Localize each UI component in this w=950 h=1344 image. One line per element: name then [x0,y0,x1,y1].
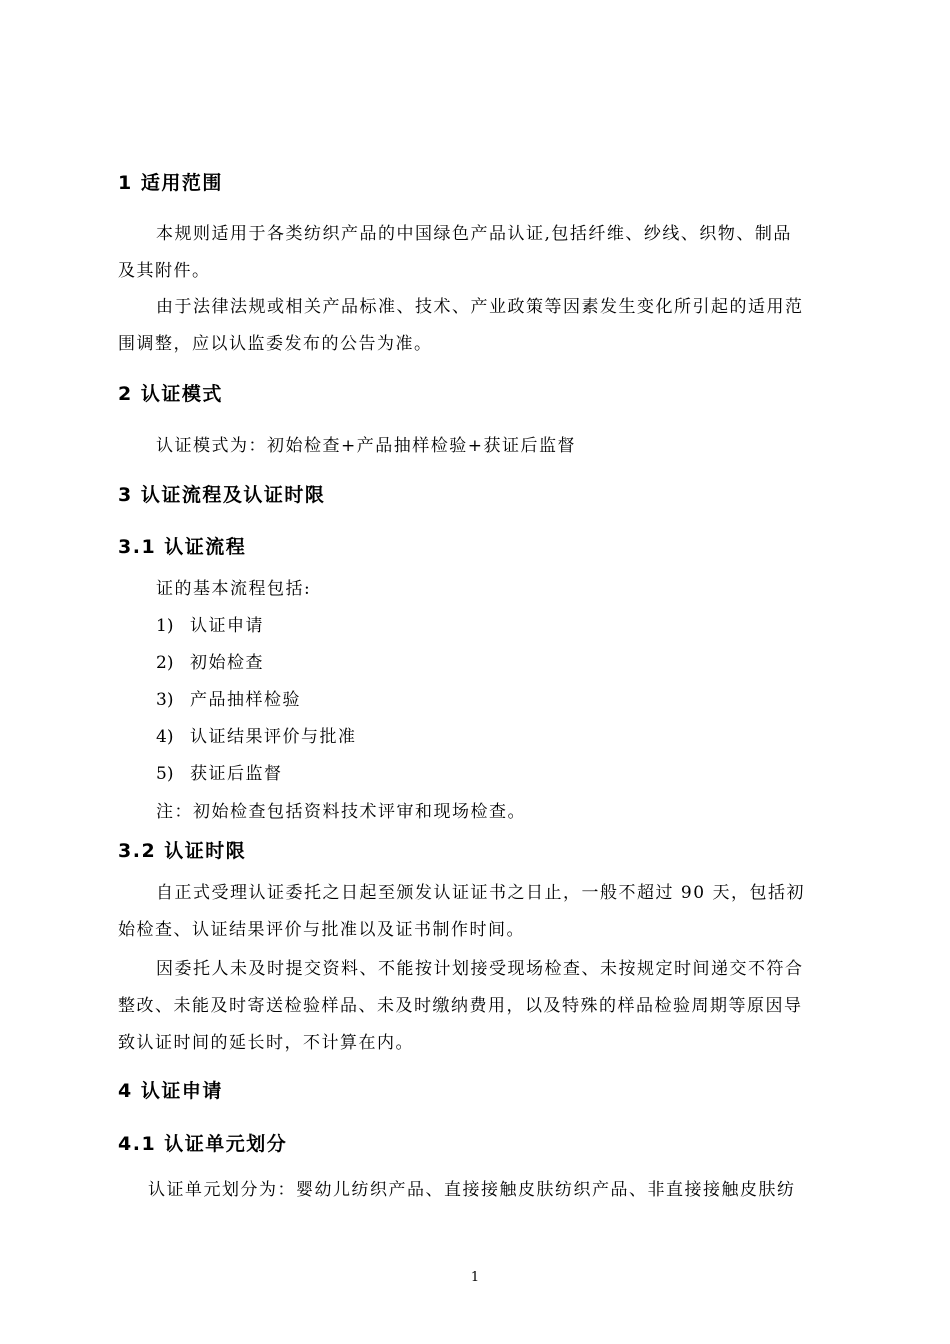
page-number: 1 [470,1270,480,1285]
list-item-text: 获证后监督 [190,764,283,784]
section-1-paragraph-1-line-2: 及其附件。 [118,261,211,281]
section-3-2-paragraph-1-line-1: 自正式受理认证委托之日起至颁发认证证书之日止，一般不超过 90 天，包括初 [156,883,805,903]
process-note: 注：初始检查包括资料技术评审和现场检查。 [156,802,526,822]
section-1-paragraph-2-line-1: 由于法律法规或相关产品标准、技术、产业政策等因素发生变化所引起的适用范 [156,297,804,317]
section-1-paragraph-1-line-1: 本规则适用于各类纺织产品的中国绿色产品认证,包括纤维、纱线、织物、制品 [156,224,792,244]
process-intro: 证的基本流程包括: [156,579,312,599]
list-item [156,652,264,674]
list-item [156,689,301,711]
list-item-text: 认证结果评价与批准 [190,727,357,747]
section-3-heading: 3 认证流程及认证时限 [118,484,326,506]
list-item-number: 4) [156,727,174,747]
list-item [156,763,283,785]
list-item-text: 产品抽样检验 [190,690,301,710]
list-item-number: 3) [156,690,174,710]
list-item-number: 1) [156,616,174,636]
list-item-text: 初始检查 [190,653,264,673]
list-item-number: 2) [156,653,174,673]
section-4-1-paragraph-line-1: 认证单元划分为：婴幼儿纺织产品、直接接触皮肤纺织产品、非直接接触皮肤纺 [148,1180,796,1200]
section-3-2-paragraph-1-line-2: 始检查、认证结果评价与批准以及证书制作时间。 [118,920,525,940]
list-item [156,726,357,748]
section-3-1-heading: 3.1 认证流程 [118,536,247,558]
section-2-heading: 2 认证模式 [118,383,223,405]
section-3-2-paragraph-2-line-3: 致认证时间的延长时，不计算在内。 [118,1033,414,1053]
section-4-heading: 4 认证申请 [118,1080,223,1102]
list-item-text: 认证申请 [190,616,264,636]
list-item-number: 5) [156,764,174,784]
list-item [156,615,264,637]
section-3-2-paragraph-2-line-1: 因委托人未及时提交资料、不能按计划接受现场检查、未按规定时间递交不符合 [156,959,804,979]
section-1-paragraph-2-line-2: 围调整，应以认监委发布的公告为准。 [118,334,433,354]
section-3-2-paragraph-2-line-2: 整改、未能及时寄送检验样品、未及时缴纳费用，以及特殊的样品检验周期等原因导 [118,996,803,1016]
section-4-1-heading: 4.1 认证单元划分 [118,1133,288,1155]
section-1-heading: 1 适用范围 [118,172,223,194]
section-3-2-heading: 3.2 认证时限 [118,840,247,862]
section-2-paragraph: 认证模式为：初始检查+产品抽样检验+获证后监督 [156,436,576,456]
